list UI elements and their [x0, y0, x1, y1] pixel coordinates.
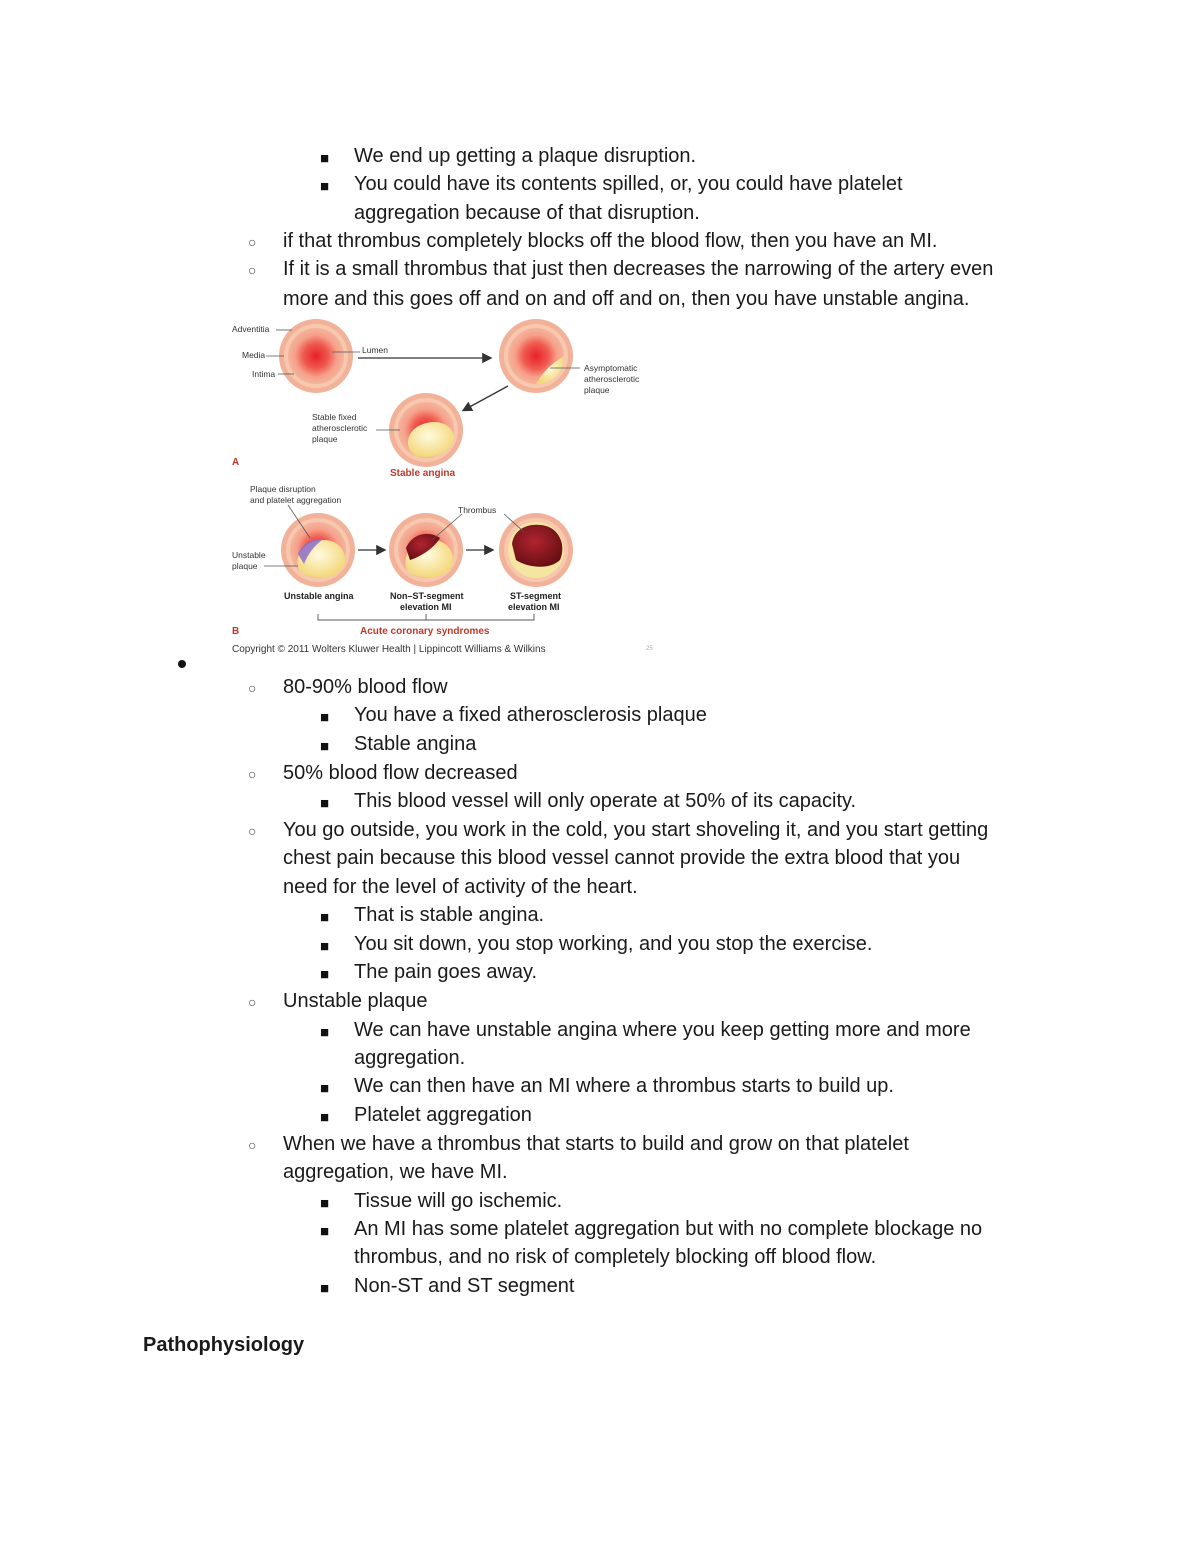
- acs-diagram: [228, 318, 660, 658]
- panel-a-letter: A: [232, 457, 240, 468]
- list-item: 80-90% blood flow: [283, 676, 448, 698]
- stemi-artery: [499, 513, 573, 587]
- list-item: You sit down, you stop working, and you stop the exercise.: [354, 933, 873, 955]
- label-asymptomatic-3: plaque: [584, 385, 610, 395]
- disc-bullet-icon: [178, 660, 186, 668]
- list-item: Unstable plaque: [283, 990, 428, 1012]
- list-item: We end up getting a plaque disruption.: [354, 145, 697, 167]
- circle-bullet-icon: ○: [248, 680, 257, 696]
- square-bullet-icon: ■: [320, 795, 330, 812]
- square-bullet-icon: ■: [320, 1109, 330, 1126]
- list-item: When we have a thrombus that starts to build and grow on that platelet: [283, 1133, 909, 1155]
- list-item: That is stable angina.: [354, 904, 545, 926]
- label-stable-fixed-2: atherosclerotic: [312, 423, 368, 433]
- list-item: You go outside, you work in the cold, you start shoveling it, and you start getting: [283, 819, 989, 841]
- list-item-continuation: more and this goes off and on and off and on, then you have unstable angina.: [283, 288, 970, 310]
- square-bullet-icon: ■: [320, 966, 330, 983]
- square-bullet-icon: ■: [320, 1223, 330, 1240]
- list-item: This blood vessel will only operate at 50% of its capacity.: [354, 790, 857, 812]
- label-asymptomatic: Asymptomatic: [584, 363, 638, 373]
- acute-coronary-syndrome-figure: [228, 318, 660, 658]
- circle-bullet-icon: ○: [248, 823, 257, 839]
- section-heading: Pathophysiology: [143, 1334, 305, 1356]
- list-item: We can have unstable angina where you keep getting more and more: [354, 1019, 971, 1041]
- list-item-continuation: thrombus, and no risk of completely blocking off blood flow.: [354, 1246, 877, 1268]
- list-item: Stable angina: [354, 733, 477, 755]
- list-item: 50% blood flow decreased: [283, 762, 518, 784]
- list-item-continuation: chest pain because this blood vessel cannot provide the extra blood that you: [283, 847, 961, 869]
- label-stable-fixed-3: plaque: [312, 434, 338, 444]
- square-bullet-icon: ■: [320, 1195, 330, 1212]
- square-bullet-icon: ■: [320, 909, 330, 926]
- label-stemi: ST-segment: [510, 591, 562, 601]
- list-item-continuation: aggregation because of that disruption.: [354, 202, 700, 224]
- square-bullet-icon: ■: [320, 709, 330, 726]
- list-item: Tissue will go ischemic.: [354, 1190, 563, 1212]
- label-acute-coronary-syndromes: Acute coronary syndromes: [360, 626, 490, 637]
- figure-page-number: 25: [646, 646, 653, 652]
- panel-b-letter: B: [232, 626, 240, 637]
- stable-plaque-artery: [389, 393, 463, 467]
- circle-bullet-icon: ○: [248, 262, 257, 278]
- unstable-plaque-artery: [281, 513, 355, 587]
- label-unstable-plaque: Unstable: [232, 550, 266, 560]
- label-stable-angina: Stable angina: [390, 468, 456, 479]
- list-item-continuation: need for the level of activity of the heart.: [283, 876, 638, 898]
- list-item: You could have its contents spilled, or, you could have platelet: [354, 173, 903, 195]
- label-stemi-2: elevation MI: [508, 602, 560, 612]
- square-bullet-icon: ■: [320, 178, 330, 195]
- figure-copyright: Copyright © 2011 Wolters Kluwer Health | Lippincott Williams & Wilkins: [232, 644, 546, 655]
- label-stable-fixed: Stable fixed: [312, 412, 357, 422]
- circle-bullet-icon: ○: [248, 1137, 257, 1153]
- list-item-continuation: aggregation, we have MI.: [283, 1161, 508, 1183]
- list-item-continuation: aggregation.: [354, 1047, 466, 1069]
- nstemi-artery: [389, 513, 463, 587]
- square-bullet-icon: ■: [320, 738, 330, 755]
- list-item: Platelet aggregation: [354, 1104, 532, 1126]
- circle-bullet-icon: ○: [248, 994, 257, 1010]
- label-intima: Intima: [252, 369, 276, 379]
- square-bullet-icon: ■: [320, 1024, 330, 1041]
- list-item: The pain goes away.: [354, 961, 538, 983]
- label-media: Media: [242, 350, 266, 360]
- square-bullet-icon: ■: [320, 1280, 330, 1297]
- label-nstemi: Non–ST-segment: [390, 591, 464, 601]
- list-item: An MI has some platelet aggregation but with no complete blockage no: [354, 1218, 983, 1240]
- circle-bullet-icon: ○: [248, 766, 257, 782]
- square-bullet-icon: ■: [320, 150, 330, 167]
- label-nstemi-2: elevation MI: [400, 602, 452, 612]
- label-asymptomatic-2: atherosclerotic: [584, 374, 640, 384]
- asymptomatic-plaque-artery: [499, 319, 573, 393]
- label-lumen: Lumen: [362, 345, 388, 355]
- list-item: If it is a small thrombus that just then decreases the narrowing of the artery even: [283, 258, 994, 280]
- label-unstable-plaque-2: plaque: [232, 561, 258, 571]
- label-adventitia: Adventitia: [232, 324, 270, 334]
- list-item: You have a fixed atherosclerosis plaque: [354, 704, 707, 726]
- label-unstable-angina: Unstable angina: [284, 591, 354, 601]
- list-item: We can then have an MI where a thrombus starts to build up.: [354, 1075, 894, 1097]
- label-plaque-disruption: Plaque disruption: [250, 484, 316, 494]
- label-thrombus: Thrombus: [458, 505, 497, 515]
- square-bullet-icon: ■: [320, 1080, 330, 1097]
- label-plaque-disruption-2: and platelet aggregation: [250, 495, 342, 505]
- list-item: Non-ST and ST segment: [354, 1275, 575, 1297]
- circle-bullet-icon: ○: [248, 234, 257, 250]
- square-bullet-icon: ■: [320, 938, 330, 955]
- list-item: if that thrombus completely blocks off the blood flow, then you have an MI.: [283, 230, 938, 252]
